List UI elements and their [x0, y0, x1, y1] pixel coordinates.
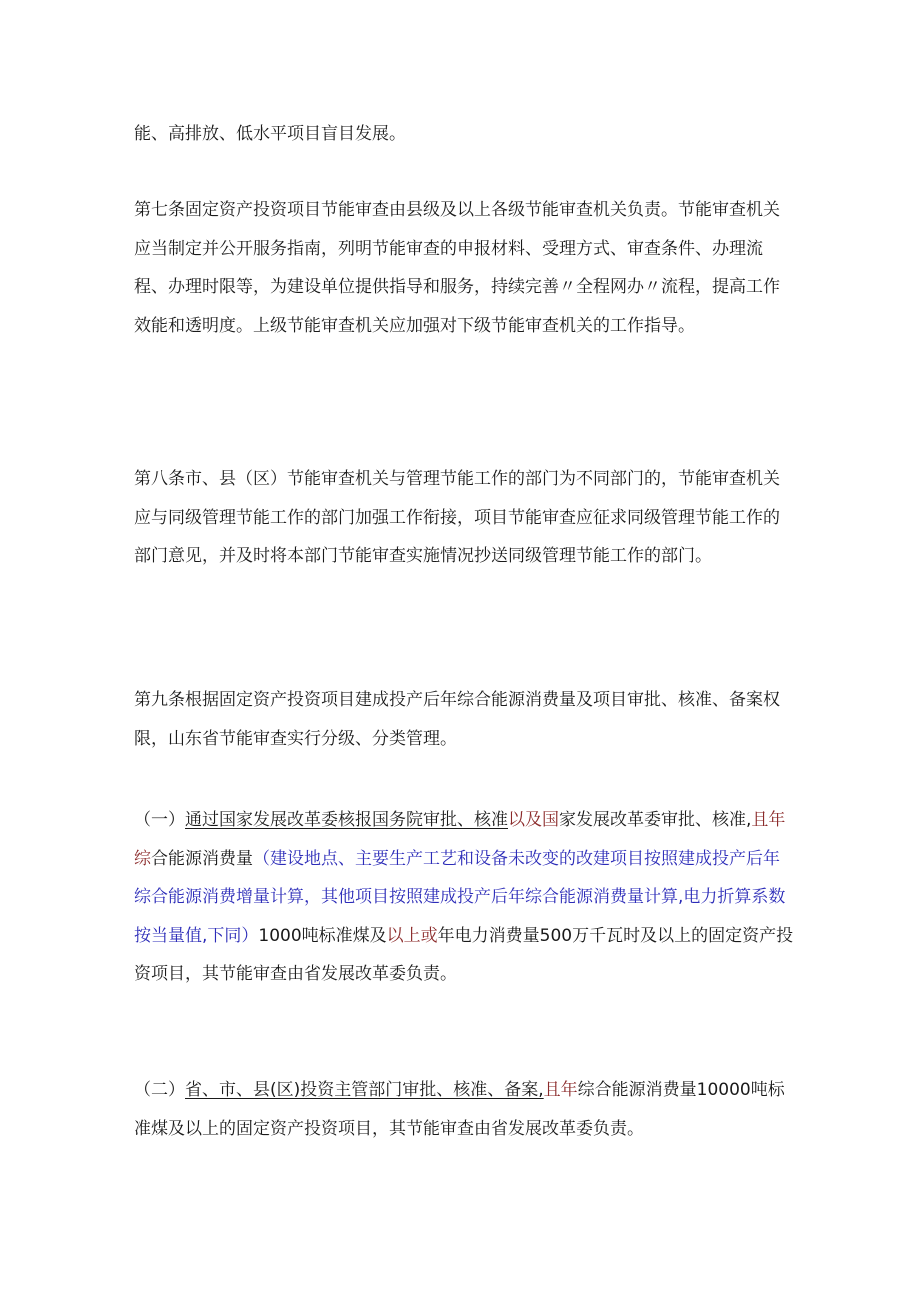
paragraph-article-8: 第八条市、县（区）节能审查机关与管理节能工作的部门为不同部门的，节能审查机关应与同级管理节能工作的部门加强工作衔接，项目节能审查应征求同级管理节能工作的部门意见，并及时将本部门节能审查实施情况抄送同级管理节能工作的部门。 [134, 469, 780, 566]
paragraph-clause-2 [134, 1071, 794, 1148]
clause-1-threshold: 1000吨标准煤及 [258, 925, 387, 946]
clause-1-scope-underlined: 通过国家发展改革委核报国务院审批、核准 [185, 810, 508, 830]
clause-2-scope-underlined: 省、市、县(区)投资主管部门审批、核准、备案, [185, 1080, 544, 1100]
clause-2-number: （二） [134, 1080, 185, 1100]
clause-2-tail: 综合能源消费量10000吨标准煤及以上的固定资产投资项目，其节能审查由省发展改革委负责。 [134, 1080, 785, 1139]
clause-2-red-text: 且年 [543, 1080, 578, 1100]
clause-1-number: （一） [134, 810, 185, 830]
paragraph-article-7: 第七条固定资产投资项目节能审查由县级及以上各级节能审查机关负责。节能审查机关应当制定并公开服务指南，列明节能审查的申报材料、受理方式、审查条件、办理流程、办理时限等，为建设单位提供指导和服务，持续完善〃全程网办〃流程，提高工作效能和透明度。上级节能审查机关应加强对下级节能审查机关的工作指导。 [134, 200, 780, 336]
paragraph-clause-1 [134, 801, 794, 994]
clause-1-red-text-2: 且年综 [134, 810, 786, 869]
paragraph-continuation: 能、高排放、低水平项目盲目发展。 [134, 124, 406, 144]
clause-1-energy-label: 合能源消费量 [151, 848, 253, 869]
clause-1-scope-continued: 家发展改革委审批、核准, [559, 810, 752, 830]
clause-1-tail: 年电力消费量500万千瓦时及以上的固定资产投资项目，其节能审查由省发展改革委负责。 [134, 925, 794, 984]
clause-1-red-text-3: 以上或 [386, 925, 438, 946]
clause-1-red-text-1: 以及国 [508, 810, 559, 830]
paragraph-article-9: 第九条根据固定资产投资项目建成投产后年综合能源消费量及项目审批、核准、备案权限，山东省节能审查实行分级、分类管理。 [134, 690, 780, 749]
clause-1-blue-note: （建设地点、主要生产工艺和设备未改变的改建项目按照建成投产后年综合能源消费增量计算，其他项目按照建成投产后年综合能源消费量计算,电力折算系数按当量值,下同） [134, 848, 786, 946]
